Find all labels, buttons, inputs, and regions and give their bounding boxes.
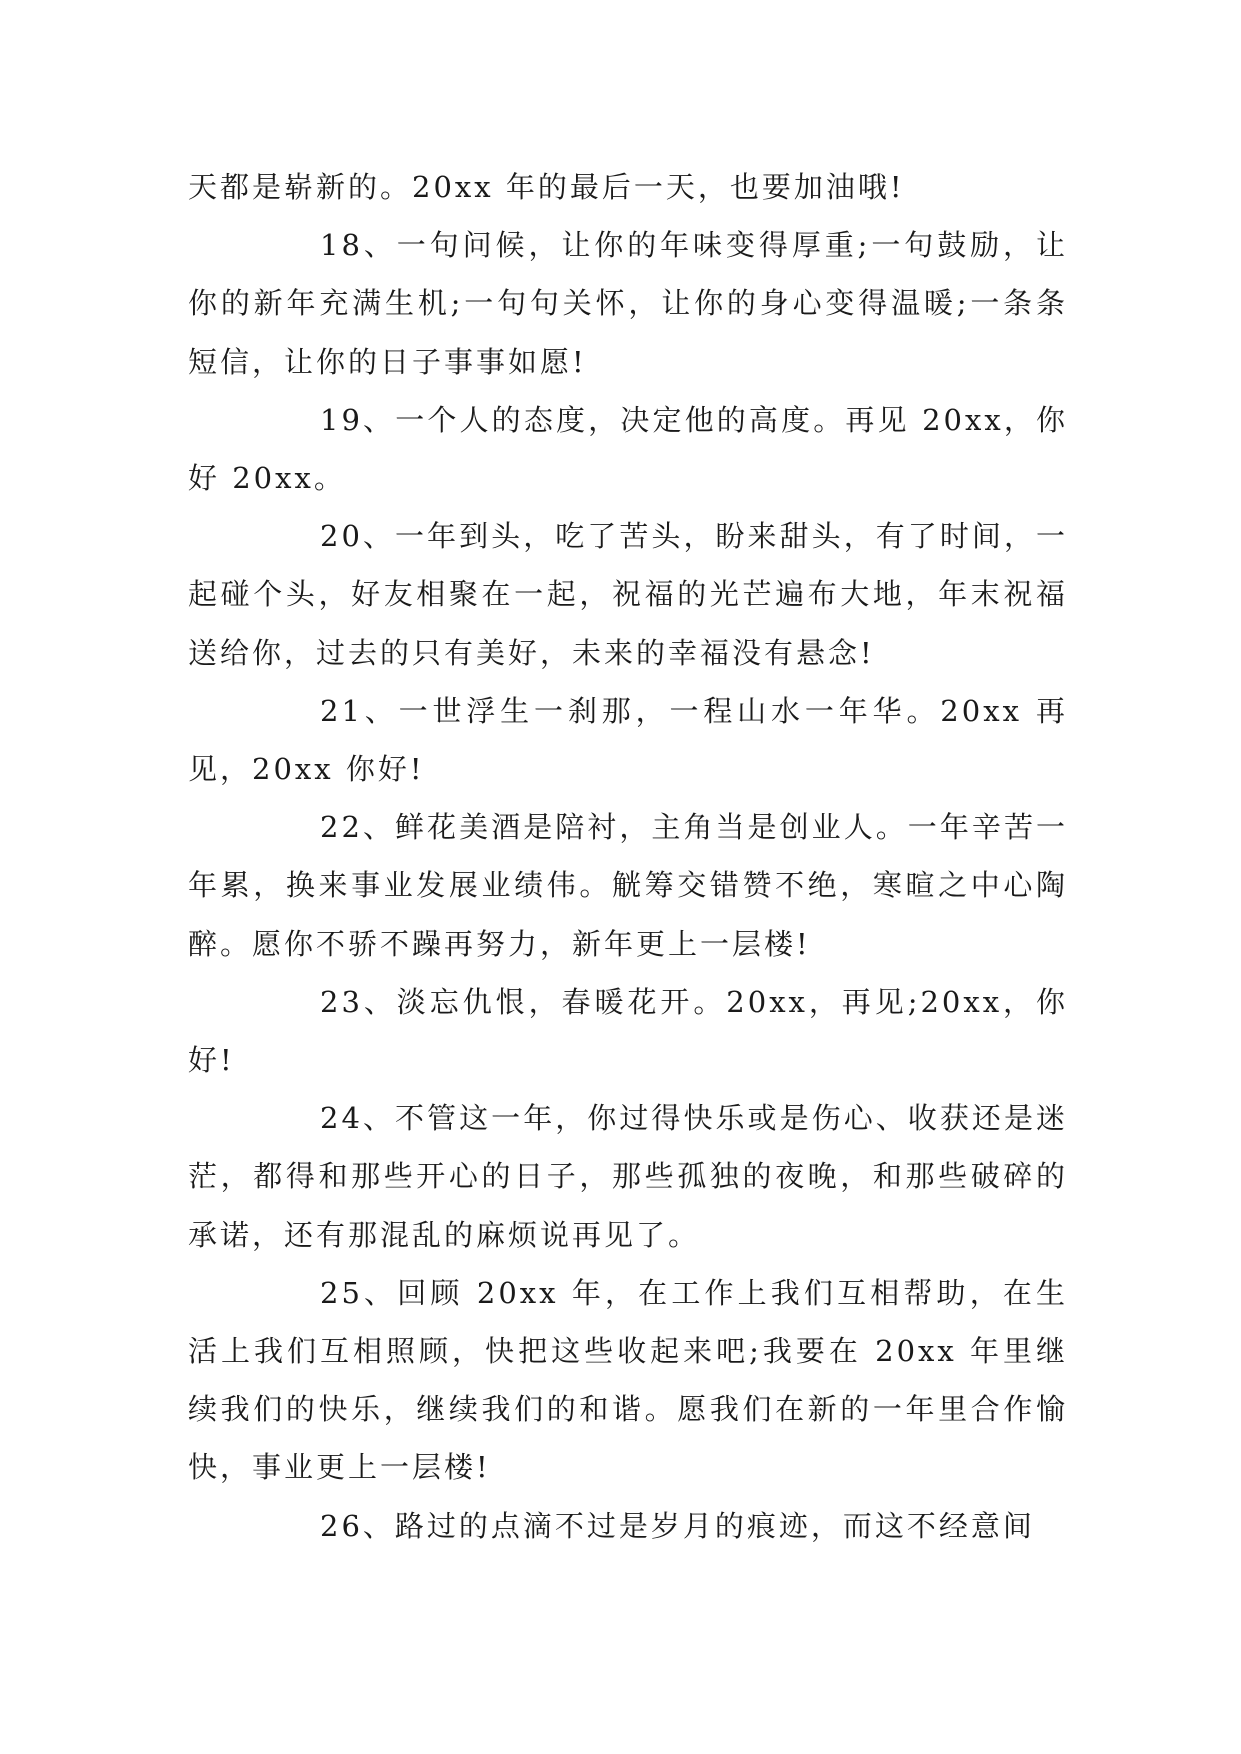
paragraph: 22、鲜花美酒是陪衬，主角当是创业人。一年辛苦一年累，换来事业发展业绩伟。觥筹交错赞不绝，寒暄之中心陶醉。愿你不骄不躁再努力，新年更上一层楼! (188, 810, 1068, 961)
paragraph: 23、淡忘仇恨，春暖花开。20xx，再见;20xx，你好! (188, 984, 1068, 1078)
paragraph: 21、一世浮生一刹那，一程山水一年华。20xx 再见，20xx 你好! (188, 693, 1068, 787)
paragraph: 18、一句问候，让你的年味变得厚重;一句鼓励，让你的新年充满生机;一句句关怀，让你的身心变得温暖;一条条短信，让你的日子事事如愿! (188, 228, 1068, 379)
paragraph: 25、回顾 20xx 年，在工作上我们互相帮助，在生活上我们互相照顾，快把这些收起来吧;我要在 20xx 年里继续我们的快乐，继续我们的和谐。愿我们在新的一年里合作愉快，事业更上一层楼! (188, 1275, 1068, 1485)
paragraph: 19、一个人的态度，决定他的高度。再见 20xx，你好 20xx。 (188, 402, 1068, 496)
paragraph: 天都是崭新的。20xx 年的最后一天，也要加油哦! (188, 170, 905, 204)
paragraph: 26、路过的点滴不过是岁月的痕迹，而这不经意间 (320, 1508, 1035, 1543)
paragraph: 20、一年到头，吃了苦头，盼来甜头，有了时间，一起碰个头，好友相聚在一起，祝福的光芒遍布大地，年末祝福送给你，过去的只有美好，未来的幸福没有悬念! (188, 519, 1068, 670)
document-body (188, 158, 1068, 1555)
paragraph: 24、不管这一年，你过得快乐或是伤心、收获还是迷茫，都得和那些开心的日子，那些孤独的夜晚，和那些破碎的承诺，还有那混乱的麻烦说再见了。 (188, 1101, 1068, 1252)
